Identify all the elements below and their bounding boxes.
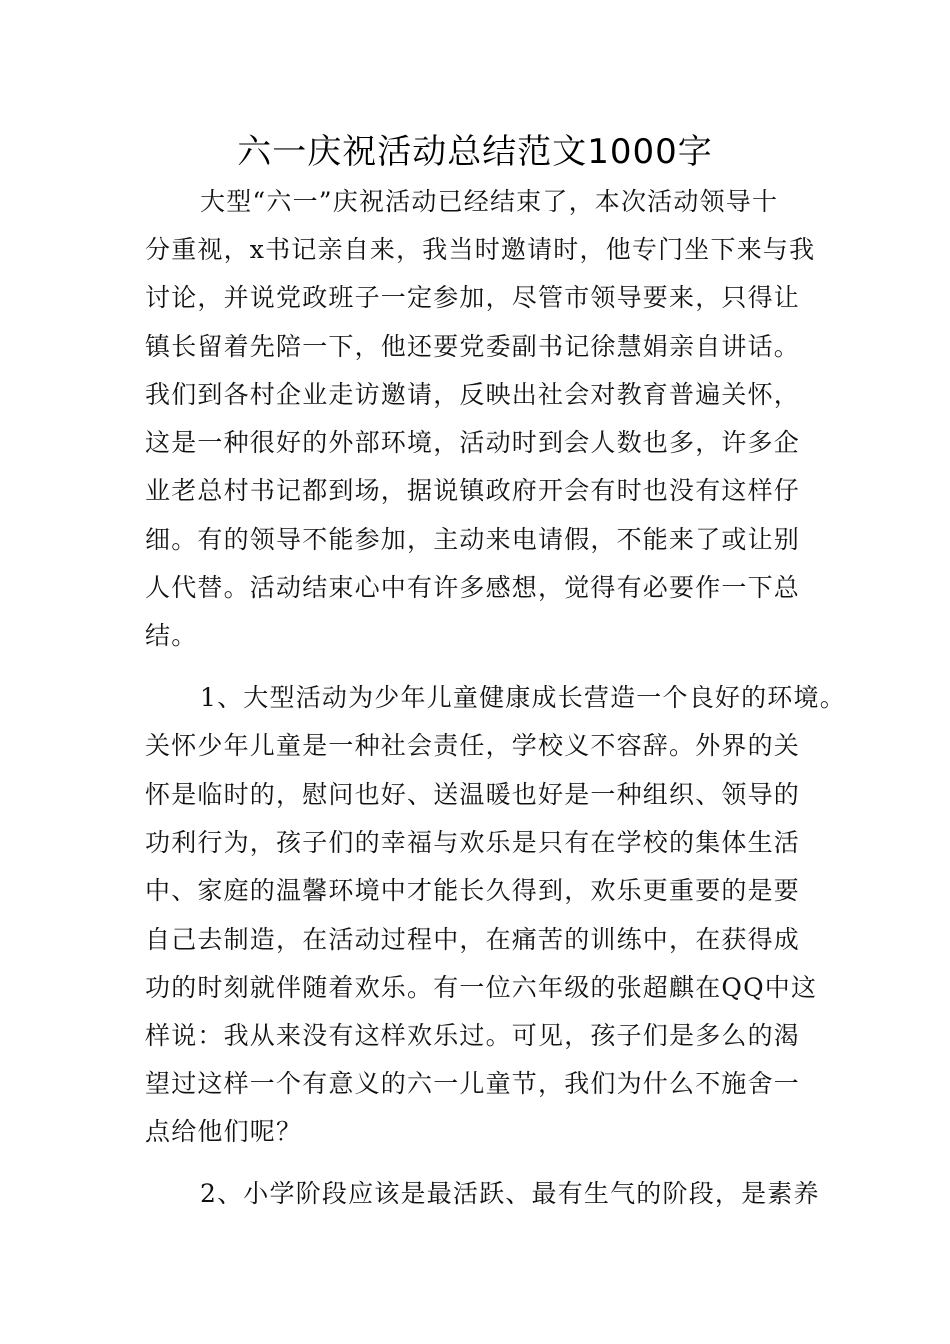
paragraph-line: 这是一种很好的外部环境，活动时到会人数也多，许多企 (145, 428, 801, 457)
paragraph-line: 2、小学阶段应该是最活跃、最有生气的阶段，是素养 (200, 1179, 820, 1208)
paragraph-line: 1、大型活动为少年儿童健康成长营造一个良好的环境。 (200, 683, 846, 712)
document-title: 六一庆祝活动总结范文1000字 (237, 132, 713, 172)
paragraph-line: 点给他们呢？ (145, 1117, 303, 1146)
paragraph-line: 业老总村书记都到场，据说镇政府开会有时也没有这样仔 (145, 476, 801, 505)
paragraph-line: 讨论，并说党政班子一定参加，尽管市领导要来，只得让 (145, 283, 801, 312)
paragraph-line: 功利行为，孩子们的幸福与欢乐是只有在学校的集体生活 (145, 828, 801, 857)
paragraph-line: 望过这样一个有意义的六一儿童节，我们为什么不施舍一 (145, 1069, 801, 1098)
paragraph-line: 人代替。活动结束心中有许多感想，觉得有必要作一下总 (145, 573, 801, 602)
paragraph-line: 怀是临时的，慰问也好、送温暖也好是一种组织、领导的 (145, 780, 801, 809)
paragraph-line: 分重视，x书记亲自来，我当时邀请时，他专门坐下来与我 (145, 235, 816, 264)
paragraph-line: 中、家庭的温馨环境中才能长久得到，欢乐更重要的是要 (145, 876, 801, 905)
paragraph-line: 关怀少年儿童是一种社会责任，学校义不容辞。外界的关 (145, 731, 801, 760)
paragraph-line: 我们到各村企业走访邀请，反映出社会对教育普遍关怀， (145, 380, 801, 409)
paragraph-line: 大型“六一”庆祝活动已经结束了，本次活动领导十 (200, 187, 779, 216)
paragraph-line: 结。 (145, 621, 198, 650)
paragraph-line: 样说：我从来没有这样欢乐过。可见，孩子们是多么的渴 (145, 1021, 801, 1050)
paragraph-line: 自己去制造，在活动过程中，在痛苦的训练中，在获得成 (145, 925, 801, 954)
paragraph-line: 功的时刻就伴随着欢乐。有一位六年级的张超麒在QQ中这 (145, 973, 818, 1002)
paragraph-line: 细。有的领导不能参加，主动来电请假，不能来了或让别 (145, 525, 801, 554)
paragraph-line: 镇长留着先陪一下，他还要党委副书记徐慧娟亲自讲话。 (145, 332, 801, 361)
